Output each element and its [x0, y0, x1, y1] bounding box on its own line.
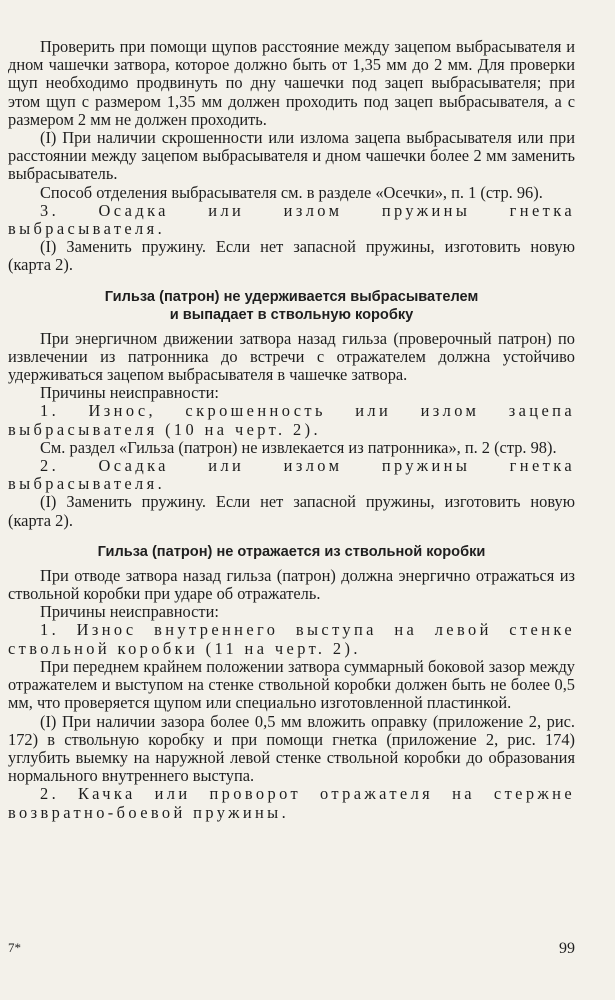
paragraph: При переднем крайнем положении затвора суммарный боковой зазор между отражателем и выступом на стенке ствольной коробки должен быть не более 0,5 мм, что проверяется щупом или специально изготовленной пластинкой. — [8, 656, 575, 713]
paragraph: (I) При наличии скрошенности или излома зацепа выбрасывателя или при расстоянии между зацепом выбрасывателя и дном чашечки более 2 мм заменить выбрасыватель. — [8, 128, 575, 184]
page-footer — [8, 940, 575, 964]
paragraph: При отводе затвора назад гильза (патрон) должна энергично отражаться из ствольной коробки при ударе об отражатель. — [8, 565, 575, 604]
page-content — [8, 38, 575, 822]
paragraph: 2. Осадка или излом пружины гнетка выбрасывателя. — [8, 456, 575, 494]
paragraph: 2. Качка или проворот отражателя на стержне возвратно-боевой пружины. — [8, 784, 575, 822]
paragraph: Причины неисправности: — [40, 602, 219, 622]
section-heading: Гильза (патрон) не отражается из ствольной коробки — [97, 543, 486, 560]
page-number: 99 — [559, 940, 575, 957]
paragraph: Способ отделения выбрасывателя см. в разделе «Осечки», п. 1 (стр. 96). — [40, 182, 543, 202]
paragraph: (I) При наличии зазора более 0,5 мм вложить оправку (приложение 2, рис. 172) в ствольную коробку и при помощи гнетка (приложение 2, рис. 174) углубить выемку на наружной левой стенке ствольной коробки до образования нормального внутреннего выступа. — [8, 711, 575, 786]
paragraph: (I) Заменить пружину. Если нет запасной пружины, изготовить новую (карта 2). — [8, 237, 575, 275]
paragraph: При энергичном движении затвора назад гильза (проверочный патрон) по извлечении из патронника до встречи с отражателем должна устойчиво удерживаться зацепом выбрасывателя в чашечке затвора. — [8, 328, 575, 385]
paragraph: Причины неисправности: — [40, 383, 219, 403]
signature-mark: 7* — [8, 940, 21, 955]
paragraph: 1. Износ внутреннего выступа на левой стенке ствольной коробки (11 на черт. 2). — [8, 620, 575, 658]
paragraph: См. раздел «Гильза (патрон) не извлекается из патронника», п. 2 (стр. 98). — [40, 437, 557, 457]
paragraph: Проверить при помощи щупов расстояние между зацепом выбрасывателя и дном чашечки затвора, которое должно быть от 1,35 мм до 2 мм. Для проверки щуп необходимо продвинуть по дну чашечки под зацеп выбрасывателя; при этом щуп с размером 1,35 мм должен проходить под зацеп выбрасывателя, а с размером 2 мм не должен проходить. — [8, 37, 575, 129]
section-heading: Гильза (патрон) не удерживается выбрасывателем и выпадает в ствольную коробку — [104, 288, 479, 323]
paragraph: (I) Заменить пружину. Если нет запасной пружины, изготовить новую (карта 2). — [8, 492, 575, 530]
paragraph: 1. Износ, скрошенность или излом зацепа выбрасывателя (10 на черт. 2). — [8, 401, 575, 439]
paragraph: 3. Осадка или излом пружины гнетка выбрасывателя. — [8, 200, 575, 239]
